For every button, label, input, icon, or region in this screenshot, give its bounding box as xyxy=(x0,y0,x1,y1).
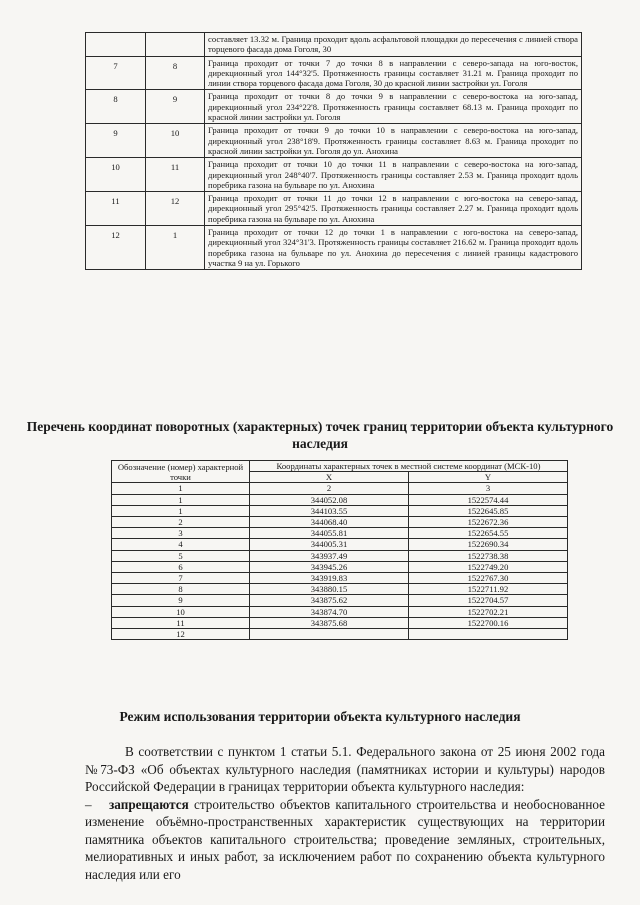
from-point-cell: 10 xyxy=(86,158,146,192)
x-coordinate-cell: 343945.26 xyxy=(250,561,409,572)
y-coordinate-cell xyxy=(409,629,568,640)
col-number-2: 2 xyxy=(250,483,409,494)
bullet-bold-term: запрещаются xyxy=(109,796,189,812)
y-coordinate-cell: 1522702.21 xyxy=(409,606,568,617)
y-coordinate-cell: 1522672.36 xyxy=(409,517,568,528)
description-cell: Граница проходит от точки 9 до точки 10 в направлении с северо-востока на юго-запад, дирекционный угол 238°18'9. Протяженность границы составляет 8.63 м. Граница проходит по красной линии застройки ул. Гоголя до ул. Анохина xyxy=(205,124,582,158)
y-coordinate-cell: 1522574.44 xyxy=(409,494,568,505)
header-x: X xyxy=(250,472,409,483)
from-point-cell: 12 xyxy=(86,226,146,270)
point-number-cell: 11 xyxy=(112,617,250,628)
x-coordinate-cell: 343880.15 xyxy=(250,584,409,595)
point-number-cell: 4 xyxy=(112,539,250,550)
point-number-cell: 7 xyxy=(112,573,250,584)
header-coords-label: Координаты характерных точек в местной системе координат (МСК-10) xyxy=(250,461,568,472)
from-point-cell: 9 xyxy=(86,124,146,158)
boundary-row xyxy=(86,90,582,124)
regime-paragraph: В соответствии с пунктом 1 статьи 5.1. Федерального закона от 25 июня 2002 года №73-ФЗ «Об объектах культурного наследия (памятниках истории и культуры) народов Российской Федерации в границах территории объекта культурного наследия: xyxy=(85,744,605,794)
coords-row xyxy=(112,617,568,628)
coords-row xyxy=(112,494,568,505)
col-number-1: 1 xyxy=(112,483,250,494)
y-coordinate-cell: 1522700.16 xyxy=(409,617,568,628)
to-point-cell xyxy=(146,33,205,57)
bullet-dash: – xyxy=(85,796,92,812)
boundary-row xyxy=(86,158,582,192)
col-number-3: 3 xyxy=(409,483,568,494)
coords-header-row xyxy=(112,461,568,472)
to-point-cell: 11 xyxy=(146,158,205,192)
from-point-cell: 7 xyxy=(86,56,146,90)
point-number-cell: 6 xyxy=(112,561,250,572)
x-coordinate-cell: 343874.70 xyxy=(250,606,409,617)
coords-row xyxy=(112,606,568,617)
x-coordinate-cell: 343919.83 xyxy=(250,573,409,584)
point-number-cell: 3 xyxy=(112,528,250,539)
coords-section-title: Перечень координат поворотных (характерных) точек границ территории объекта культурного наследия xyxy=(26,419,614,451)
y-coordinate-cell: 1522738.38 xyxy=(409,550,568,561)
x-coordinate-cell: 343875.68 xyxy=(250,617,409,628)
from-point-cell: 11 xyxy=(86,192,146,226)
y-coordinate-cell: 1522654.55 xyxy=(409,528,568,539)
to-point-cell: 1 xyxy=(146,226,205,270)
point-number-cell: 10 xyxy=(112,606,250,617)
boundary-description-table xyxy=(85,32,582,270)
from-point-cell xyxy=(86,33,146,57)
point-number-cell: 5 xyxy=(112,550,250,561)
y-coordinate-cell: 1522767.30 xyxy=(409,573,568,584)
point-number-cell: 9 xyxy=(112,595,250,606)
coords-row xyxy=(112,539,568,550)
y-coordinate-cell: 1522690.34 xyxy=(409,539,568,550)
x-coordinate-cell: 344055.81 xyxy=(250,528,409,539)
x-coordinate-cell: 343937.49 xyxy=(250,550,409,561)
x-coordinate-cell: 344068.40 xyxy=(250,517,409,528)
header-y: Y xyxy=(409,472,568,483)
coords-row xyxy=(112,584,568,595)
regime-text xyxy=(85,743,605,883)
coords-row xyxy=(112,595,568,606)
coords-row xyxy=(112,528,568,539)
point-number-cell: 1 xyxy=(112,494,250,505)
y-coordinate-cell: 1522711.92 xyxy=(409,584,568,595)
boundary-row xyxy=(86,124,582,158)
boundary-row xyxy=(86,33,582,57)
point-number-cell: 12 xyxy=(112,629,250,640)
x-coordinate-cell: 343875.62 xyxy=(250,595,409,606)
coords-number-row xyxy=(112,483,568,494)
to-point-cell: 12 xyxy=(146,192,205,226)
point-number-cell: 2 xyxy=(112,517,250,528)
y-coordinate-cell: 1522749.20 xyxy=(409,561,568,572)
description-cell: Граница проходит от точки 11 до точки 12 в направлении с юго-востока на северо-запад, дирекционный угол 295°42'5. Протяженность границы составляет 2.27 м. Граница проходит вдоль поребрика газона на бульваре по ул. Анохина xyxy=(205,192,582,226)
y-coordinate-cell: 1522645.85 xyxy=(409,505,568,516)
x-coordinate-cell: 344103.55 xyxy=(250,505,409,516)
from-point-cell: 8 xyxy=(86,90,146,124)
coords-row xyxy=(112,517,568,528)
coords-row xyxy=(112,561,568,572)
x-coordinate-cell: 344052.08 xyxy=(250,494,409,505)
regime-section-title: Режим использования территории объекта культурного наследия xyxy=(119,709,521,724)
coordinates-table xyxy=(111,460,568,640)
coords-row xyxy=(112,550,568,561)
boundary-row xyxy=(86,192,582,226)
coords-row xyxy=(112,573,568,584)
coords-row xyxy=(112,505,568,516)
description-cell: Граница проходит от точки 12 до точки 1 в направлении с юго-востока на северо-запад, дирекционный угол 324°31'3. Протяженность границы составляет 216.62 м. Граница проходит вдоль поребрика газона на бульваре по ул. Анохина до пересечения с линией границы кадастрового участка 9 на ул. Горького xyxy=(205,226,582,270)
description-cell: Граница проходит от точки 10 до точки 11 в направлении с северо-востока на юго-запад, дирекционный угол 248°40'7. Протяженность границы составляет 2.53 м. Граница проходит вдоль поребрика газона на бульваре по ул. Анохина xyxy=(205,158,582,192)
header-point-label: Обозначение (номер) характерной точки xyxy=(112,461,250,483)
y-coordinate-cell: 1522704.57 xyxy=(409,595,568,606)
boundary-row xyxy=(86,56,582,90)
x-coordinate-cell: 344005.31 xyxy=(250,539,409,550)
boundary-row xyxy=(86,226,582,270)
description-cell: Граница проходит от точки 8 до точки 9 в направлении с северо-востока на юго-запад, дирекционный угол 234°22'8. Протяженность границы составляет 68.13 м. Граница проходит по красной линии застройки ул. Гоголя xyxy=(205,90,582,124)
x-coordinate-cell xyxy=(250,629,409,640)
to-point-cell: 10 xyxy=(146,124,205,158)
description-cell: Граница проходит от точки 7 до точки 8 в направлении с северо-запада на юго-восток, дирекционный угол 144°32'5. Протяженность границы составляет 31.21 м. Граница проходит по линии створа торцевого фасада дома Гоголя, 30 до красной линии застройки ул. Гоголя xyxy=(205,56,582,90)
coords-row xyxy=(112,629,568,640)
to-point-cell: 8 xyxy=(146,56,205,90)
regime-bullet xyxy=(85,796,605,884)
point-number-cell: 8 xyxy=(112,584,250,595)
description-cell: составляет 13.32 м. Граница проходит вдоль асфальтовой площадки до пересечения с линией створа торцевого фасада дома Гоголя, 30 xyxy=(205,33,582,57)
to-point-cell: 9 xyxy=(146,90,205,124)
point-number-cell: 1 xyxy=(112,505,250,516)
bullet-text: строительство объектов капитального строительства и необоснованное изменение объёмно-пространственных характеристик существующих на территории памятника объектов капитального строительства; проведение земляных, строительных, мелиоративных и иных работ, за исключением работ по сохранению объекта культурного наследия или его xyxy=(85,796,605,882)
